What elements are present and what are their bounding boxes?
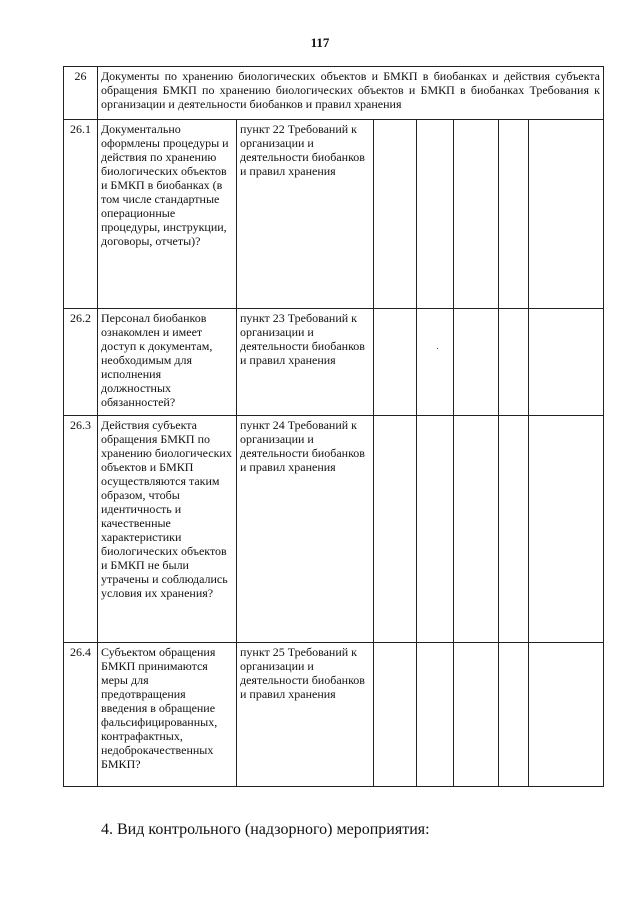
answer-cell-yes[interactable] [374,120,417,309]
comment-cell[interactable] [529,309,604,416]
answer-cell-na[interactable] [454,120,499,309]
row-number: 26.2 [64,309,98,416]
section-title: Документы по хранению биологических объектов и БМКП в биобанках и действия субъекта обращения БМКП по хранению биологических объектов и БМКП в биобанках Требования к организации и деятельности биобанков и правил хранения [98,67,604,120]
reference-text: пункт 23 Требований к организации и деятельности биобанков и правил хранения [237,309,374,416]
row-number: 26.4 [64,643,98,787]
answer-cell-extra[interactable] [499,416,529,643]
page-number: 117 [310,35,330,50]
comment-cell[interactable] [529,643,604,787]
checklist-table [63,66,604,787]
scan-artifact-dot [437,348,438,349]
reference-text: пункт 24 Требований к организации и деятельности биобанков и правил хранения [237,416,374,643]
row-number: 26.1 [64,120,98,309]
answer-cell-no[interactable] [417,120,454,309]
answer-cell-extra[interactable] [499,309,529,416]
question-text: Персонал биобанков ознакомлен и имеет доступ к документам, необходимым для исполнения должностных обязанностей? [98,309,237,416]
answer-cell-no[interactable] [417,643,454,787]
answer-cell-na[interactable] [454,643,499,787]
question-text: Субъектом обращения БМКП принимаются меры для предотвращения введения в обращение фальсифицированных, контрафактных, недоброкачественных БМКП? [98,643,237,787]
table-row [64,416,604,643]
answer-cell-extra[interactable] [499,120,529,309]
comment-cell[interactable] [529,120,604,309]
reference-text: пункт 25 Требований к организации и деятельности биобанков и правил хранения [237,643,374,787]
reference-text: пункт 22 Требований к организации и деятельности биобанков и правил хранения [237,120,374,309]
section-header-row [64,67,604,120]
comment-cell[interactable] [529,416,604,643]
answer-cell-yes[interactable] [374,416,417,643]
row-number: 26.3 [64,416,98,643]
answer-cell-yes[interactable] [374,309,417,416]
question-text: Документально оформлены процедуры и действия по хранению биологических объектов и БМКП в биобанках (в том числе стандартные операционные процедуры, инструкции, договоры, отчеты)? [98,120,237,309]
section-number: 26 [64,67,98,120]
answer-cell-extra[interactable] [499,643,529,787]
answer-cell-no[interactable] [417,309,454,416]
table-row [64,643,604,787]
answer-cell-no[interactable] [417,416,454,643]
answer-cell-na[interactable] [454,309,499,416]
question-text: Действия субъекта обращения БМКП по хранению биологических объектов и БМКП осуществляются таким образом, чтобы идентичность и качественные характеристики биологических объектов и БМКП не были утрачены и соблюдались условия их хранения? [98,416,237,643]
answer-cell-na[interactable] [454,416,499,643]
section-heading-control-type: 4. Вид контрольного (надзорного) мероприятия: [101,821,430,838]
table-row [64,309,604,416]
table-row [64,120,604,309]
answer-cell-yes[interactable] [374,643,417,787]
